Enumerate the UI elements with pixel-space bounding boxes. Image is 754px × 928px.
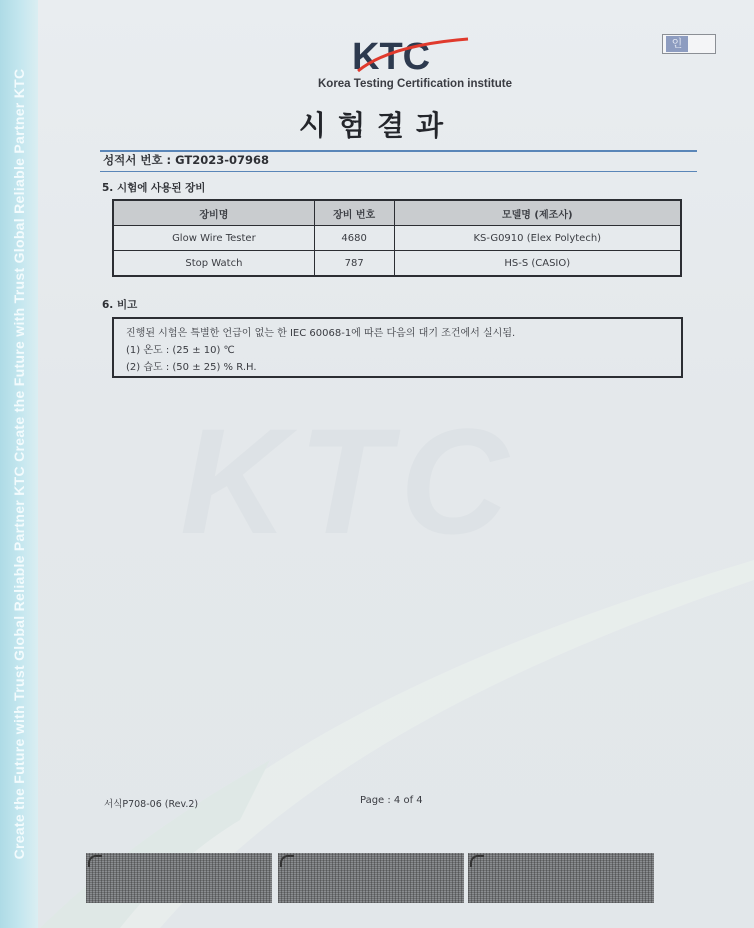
security-barcode bbox=[86, 853, 272, 903]
cell-equipment-name: Stop Watch bbox=[113, 251, 314, 277]
header-model-manufacturer: 모델명 (제조사) bbox=[394, 200, 681, 226]
table-header-row bbox=[113, 200, 681, 226]
header-equipment-name: 장비명 bbox=[113, 200, 314, 226]
remarks-line: (1) 온도 : (25 ± 10) ℃ bbox=[126, 345, 235, 356]
page-number: Page : 4 of 4 bbox=[360, 795, 423, 806]
header-equipment-number: 장비 번호 bbox=[314, 200, 394, 226]
form-code: 서식P708-06 (Rev.2) bbox=[104, 799, 199, 810]
header-rule-thin bbox=[100, 171, 697, 172]
ktc-logo-text: KTC bbox=[352, 36, 431, 77]
security-barcode bbox=[278, 853, 464, 903]
cell-model: KS-G0910 (Elex Polytech) bbox=[394, 226, 681, 251]
ktc-logo bbox=[300, 35, 530, 97]
section6-title: 6. 비고 bbox=[102, 299, 138, 311]
report-number: 성적서 번호 : GT2023-07968 bbox=[103, 153, 270, 167]
section5-title: 5. 시험에 사용된 장비 bbox=[102, 182, 206, 194]
table-row bbox=[113, 226, 681, 251]
cell-model: HS-S (CASIO) bbox=[394, 251, 681, 277]
cell-equipment-number: 787 bbox=[314, 251, 394, 277]
cell-equipment-name: Glow Wire Tester bbox=[113, 226, 314, 251]
side-strip-text: Create the Future with Trust Global Reliable Partner KTC Create the Future with Trust Global Reliable Partner KTC bbox=[11, 68, 27, 860]
security-barcode bbox=[468, 853, 654, 903]
ktc-logo-subtitle: Korea Testing Certification institute bbox=[317, 78, 513, 90]
remarks-line: (2) 습도 : (50 ± 25) % R.H. bbox=[126, 362, 257, 373]
remarks-line: 진행된 시험은 특별한 언급이 없는 한 IEC 60068-1에 따른 다음의 대기 조건에서 실시됨. bbox=[126, 328, 516, 339]
approval-stamp-box bbox=[662, 34, 716, 54]
cell-equipment-number: 4680 bbox=[314, 226, 394, 251]
ktc-logo-mark bbox=[350, 35, 480, 77]
page-title: 시험결과 bbox=[298, 109, 456, 142]
remarks-box bbox=[112, 317, 683, 378]
equipment-table bbox=[112, 199, 682, 277]
watermark-logo: KTC bbox=[180, 397, 519, 565]
table-row bbox=[113, 251, 681, 277]
seal-stamp: 인 bbox=[666, 36, 688, 52]
